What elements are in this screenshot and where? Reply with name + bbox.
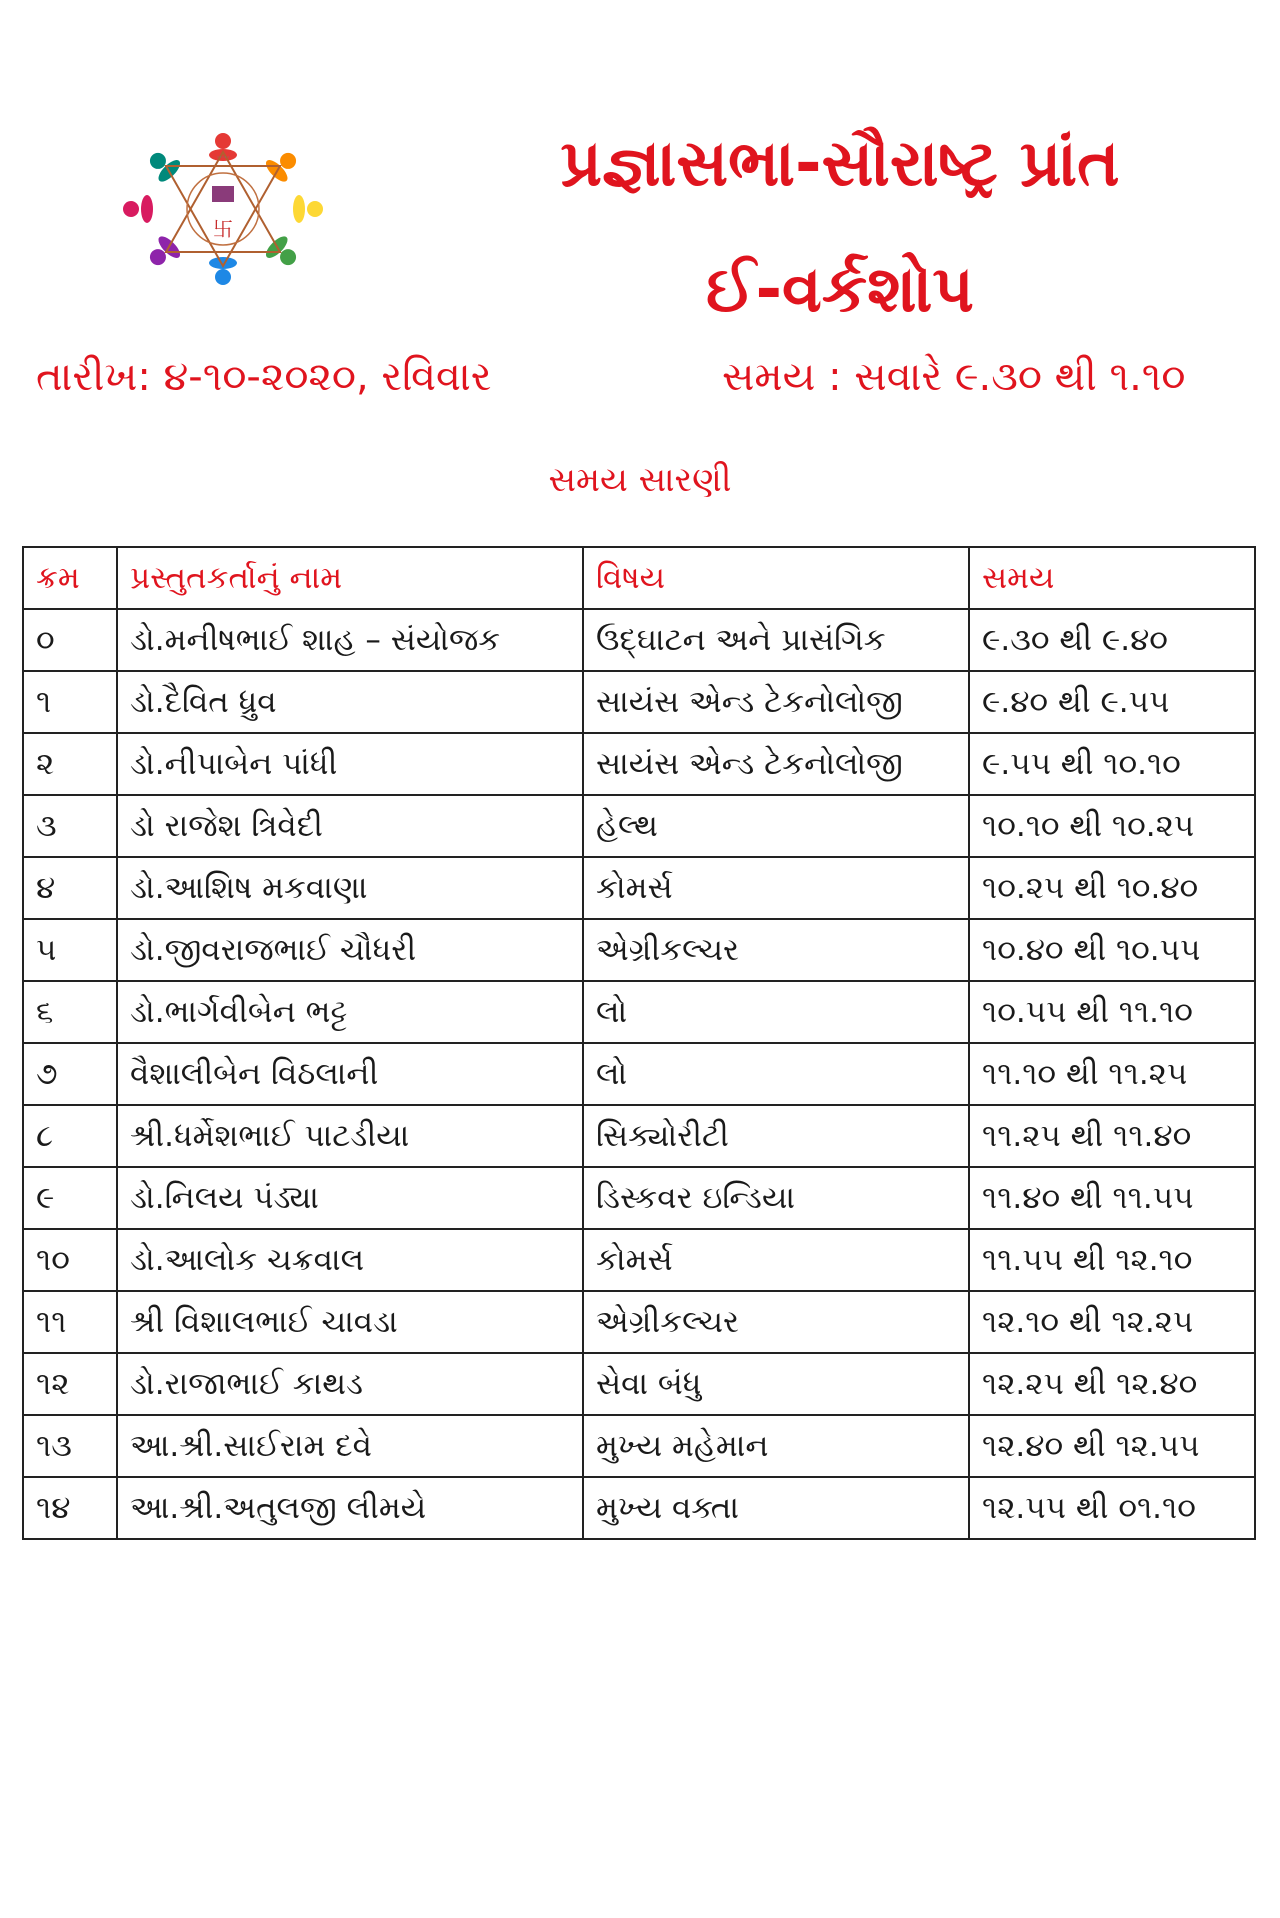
cell-presenter: ડો.ભાર્ગવીબેન ભટ્ટ <box>117 981 583 1043</box>
cell-topic: કોમર્સ <box>583 1229 969 1291</box>
cell-number: ૯ <box>23 1167 117 1229</box>
table-row <box>23 857 1255 919</box>
cell-presenter: ડો.મનીષભાઈ શાહ – સંયોજક <box>117 609 583 671</box>
table-row <box>23 795 1255 857</box>
cell-topic: ડિસ્કવર ઇન્ડિયા <box>583 1167 969 1229</box>
cell-topic: એગ્રીકલ્ચર <box>583 919 969 981</box>
cell-presenter: ડો.દૈવિત ધ્રુવ <box>117 671 583 733</box>
cell-time: ૯.૩૦ થી ૯.૪૦ <box>969 609 1255 671</box>
cell-time: ૧૨.૪૦ થી ૧૨.૫૫ <box>969 1415 1255 1477</box>
cell-time: ૧૨.૫૫ થી ૦૧.૧૦ <box>969 1477 1255 1539</box>
cell-topic: સિક્યોરીટી <box>583 1105 969 1167</box>
column-header-topic: વિષય <box>583 547 969 609</box>
table-row <box>23 1167 1255 1229</box>
table-row <box>23 919 1255 981</box>
table-row <box>23 1353 1255 1415</box>
table-row <box>23 1229 1255 1291</box>
cell-presenter: ડો.નીપાબેન પાંધી <box>117 733 583 795</box>
cell-number: ૪ <box>23 857 117 919</box>
cell-number: ૧ <box>23 671 117 733</box>
cell-time: ૧૧.૫૫ થી ૧૨.૧૦ <box>969 1229 1255 1291</box>
page-subtitle-eworkshop: ઈ-વર્કશોપ <box>706 253 974 327</box>
cell-topic: લો <box>583 1043 969 1105</box>
cell-number: ૧૩ <box>23 1415 117 1477</box>
cell-time: ૧૨.૨૫ થી ૧૨.૪૦ <box>969 1353 1255 1415</box>
cell-presenter: આ.શ્રી.અતુલજી લીમયે <box>117 1477 583 1539</box>
cell-time: ૯.૪૦ થી ૯.૫૫ <box>969 671 1255 733</box>
cell-topic: સેવા બંધુ <box>583 1353 969 1415</box>
cell-number: ૭ <box>23 1043 117 1105</box>
cell-number: ૮ <box>23 1105 117 1167</box>
cell-time: ૧૧.૨૫ થી ૧૧.૪૦ <box>969 1105 1255 1167</box>
cell-presenter: શ્રી.ધર્મેશભાઈ પાટડીયા <box>117 1105 583 1167</box>
cell-time: ૧૦.૪૦ થી ૧૦.૫૫ <box>969 919 1255 981</box>
table-row <box>23 981 1255 1043</box>
cell-time: ૧૨.૧૦ થી ૧૨.૨૫ <box>969 1291 1255 1353</box>
table-row <box>23 1291 1255 1353</box>
page-title: પ્રજ્ઞાસભા-સૌરાષ્ટ્ર પ્રાંત <box>560 127 1120 201</box>
cell-time: ૧૦.૫૫ થી ૧૧.૧૦ <box>969 981 1255 1043</box>
cell-topic: સાયંસ એન્ડ ટેકનોલોજી <box>583 671 969 733</box>
cell-presenter: ડો.રાજાભાઈ કાથડ <box>117 1353 583 1415</box>
table-row <box>23 1477 1255 1539</box>
cell-presenter: ડો.નિલય પંડ્યા <box>117 1167 583 1229</box>
schedule-table <box>22 546 1256 1540</box>
cell-number: ૧૧ <box>23 1291 117 1353</box>
cell-presenter: વૈશાલીબેન વિઠલાની <box>117 1043 583 1105</box>
table-row <box>23 609 1255 671</box>
svg-text:·····: ····· <box>216 153 230 162</box>
cell-topic: સાયંસ એન્ડ ટેકનોલોજી <box>583 733 969 795</box>
cell-presenter: ડો રાજેશ ત્રિવેદી <box>117 795 583 857</box>
column-header-presenter: પ્રસ્તુતકર્તાનું નામ <box>117 547 583 609</box>
column-header-time: સમય <box>969 547 1255 609</box>
event-date: તારીખ: ૪-૧૦-૨૦૨૦, રવિવાર <box>36 354 492 400</box>
cell-presenter: આ.શ્રી.સાઈરામ દવે <box>117 1415 583 1477</box>
cell-time: ૧૧.૪૦ થી ૧૧.૫૫ <box>969 1167 1255 1229</box>
cell-number: ૫ <box>23 919 117 981</box>
cell-time: ૯.૫૫ થી ૧૦.૧૦ <box>969 733 1255 795</box>
cell-number: ૧૪ <box>23 1477 117 1539</box>
svg-text:卐: 卐 <box>213 217 233 241</box>
cell-topic: લો <box>583 981 969 1043</box>
cell-topic: એગ્રીકલ્ચર <box>583 1291 969 1353</box>
cell-number: ૧૦ <box>23 1229 117 1291</box>
column-header-number: ક્રમ <box>23 547 117 609</box>
cell-time: ૧૦.૧૦ થી ૧૦.૨૫ <box>969 795 1255 857</box>
cell-topic: કોમર્સ <box>583 857 969 919</box>
cell-number: ૬ <box>23 981 117 1043</box>
table-row <box>23 1043 1255 1105</box>
cell-time: ૧૧.૧૦ થી ૧૧.૨૫ <box>969 1043 1255 1105</box>
cell-presenter: ડો.આશિષ મકવાણા <box>117 857 583 919</box>
event-time: સમય : સવારે ૯.૩૦ થી ૧.૧૦ <box>722 354 1186 400</box>
table-row <box>23 733 1255 795</box>
cell-number: ૨ <box>23 733 117 795</box>
cell-time: ૧૦.૨૫ થી ૧૦.૪૦ <box>969 857 1255 919</box>
table-row <box>23 671 1255 733</box>
cell-topic: હેલ્થ <box>583 795 969 857</box>
cell-presenter: ડો.આલોક ચક્રવાલ <box>117 1229 583 1291</box>
prajnasabha-logo-icon <box>108 124 338 294</box>
table-row <box>23 1415 1255 1477</box>
cell-topic: મુખ્ય મહેમાન <box>583 1415 969 1477</box>
cell-number: ૧૨ <box>23 1353 117 1415</box>
table-header-row <box>23 547 1255 609</box>
cell-presenter: શ્રી વિશાલભાઈ ચાવડા <box>117 1291 583 1353</box>
cell-topic: મુખ્ય વક્તા <box>583 1477 969 1539</box>
table-row <box>23 1105 1255 1167</box>
schedule-heading: સમય સારણી <box>548 460 732 500</box>
cell-presenter: ડો.જીવરાજભાઈ ચૌધરી <box>117 919 583 981</box>
cell-number: ૩ <box>23 795 117 857</box>
cell-topic: ઉદ્ઘાટન અને પ્રાસંગિક <box>583 609 969 671</box>
cell-number: ૦ <box>23 609 117 671</box>
